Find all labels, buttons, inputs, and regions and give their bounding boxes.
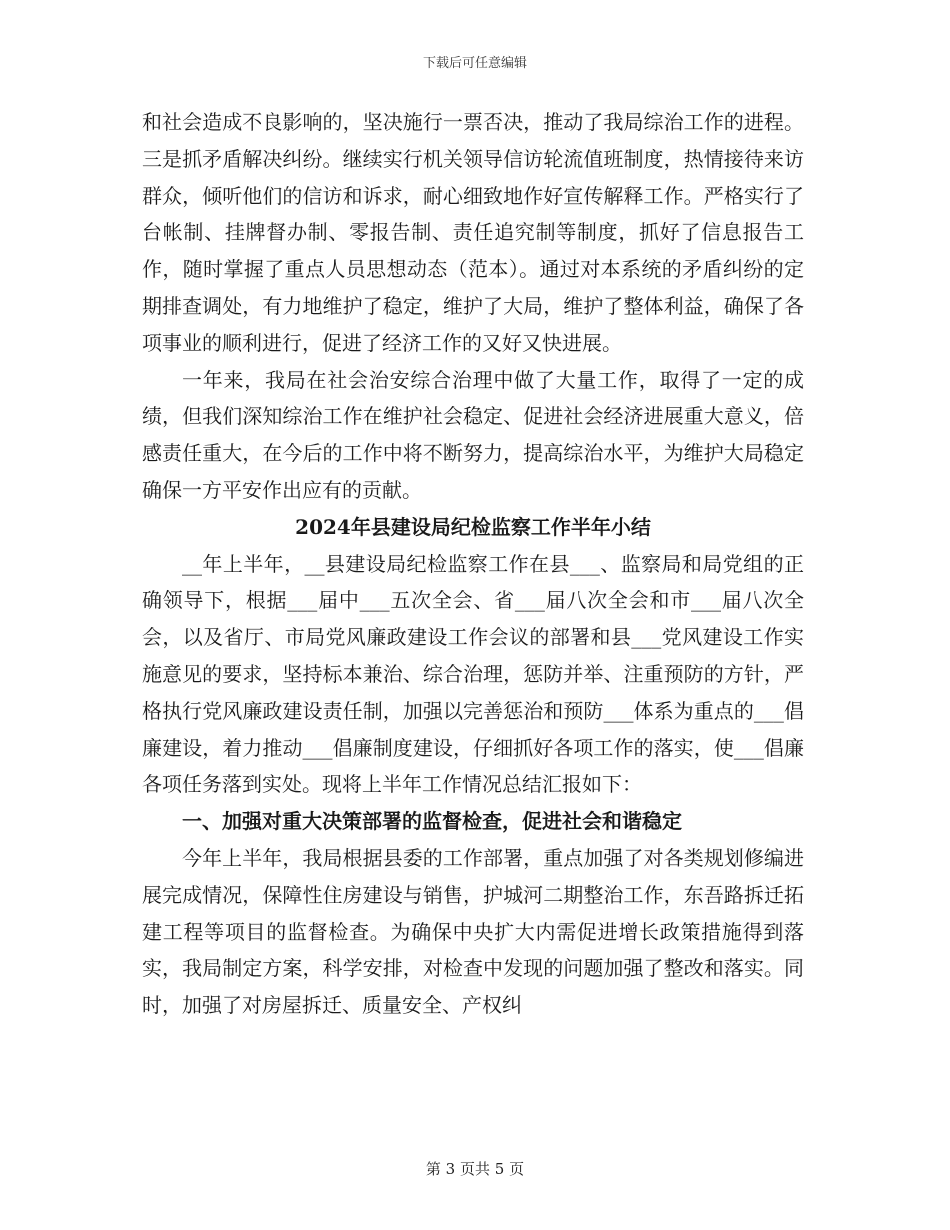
page-header: 下载后可任意编辑 xyxy=(422,56,527,71)
subheading-1: 一、加强对重大决策部署的监督检查，促进社会和谐稳定 xyxy=(182,809,682,834)
section-title: 2024年县建设局纪检监察工作半年小结 xyxy=(295,514,651,539)
paragraph-body: 今年上半年，我局根据县委的工作部署，重点加强了对各类规划修编进展完成情况，保障性住房建设与销售，护城河二期整治工作，东吾路拆迁拓建工程等项目的监督检查。为确保中央扩大内需促进增长政策措施得到落实，我局制定方案，科学安排，对检查中发现的问题加强了整改和落实。同时，加强了对房屋拆迁、质量安全、产权纠 xyxy=(142,845,804,1018)
document-body xyxy=(142,104,804,1024)
paragraph-intro: __年上半年，__县建设局纪检监察工作在县___、监察局和局党组的正确领导下，根据___届中___五次全会、省___届八次全会和市___届八次全会，以及省厅、市局党风廉政建设工作会议的部署和县___党风建设工作实施意见的要求，坚持标本兼治、综合治理，惩防并举、注重预防的方针，严格执行党风廉政建设责任制，加强以完善惩治和预防___体系为重点的___倡廉建设，着力推动___倡廉制度建设，仔细抓好各项工作的落实，使___倡廉各项任务落到实处。现将上半年工作情况总结汇报如下： xyxy=(142,551,804,797)
paragraph-continued: 和社会造成不良影响的，坚决施行一票否决，推动了我局综治工作的进程。三是抓矛盾解决纠纷。继续实行机关领导信访轮流值班制度，热情接待来访群众，倾听他们的信访和诉求，耐心细致地作好宣传解释工作。严格实行了台帐制、挂牌督办制、零报告制、责任追究制等制度，抓好了信息报告工作，随时掌握了重点人员思想动态（范本）。通过对本系统的矛盾纠纷的定期排查调处，有力地维护了稳定，维护了大局，维护了整体利益，确保了各项事业的顺利进行，促进了经济工作的又好又快进展。 xyxy=(142,110,804,355)
page-footer: 第 3 页共 5 页 xyxy=(425,1160,525,1178)
paragraph-summary: 一年来，我局在社会治安综合治理中做了大量工作，取得了一定的成绩，但我们深知综治工作在维护社会稳定、促进社会经济进展重大意义，倍感责任重大，在今后的工作中将不断努力，提高综治水平，为维护大局稳定确保一方平安作出应有的贡献。 xyxy=(142,367,804,502)
